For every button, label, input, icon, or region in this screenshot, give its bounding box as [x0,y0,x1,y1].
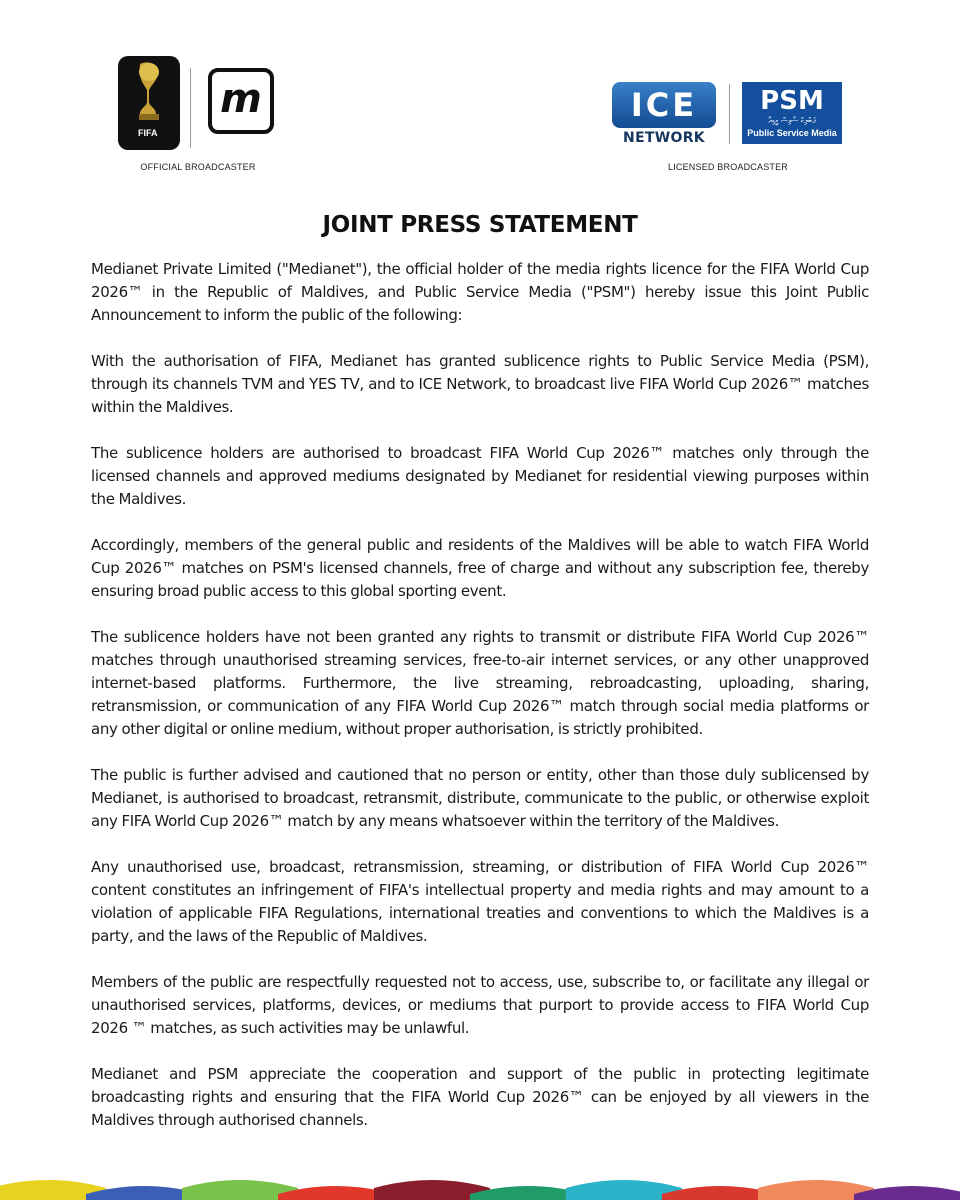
paragraph-intro: Medianet Private Limited ("Medianet"), the official holder of the media rights licence for the FIFA World Cup 2026™ in the Republic of Maldives, and Public Service Media ("PSM") hereby issue this Joint Public Announcement to inform the public of the following: [91,260,869,324]
ice-network-logo [612,82,716,128]
paragraph-licensed-channels: The sublicence holders are authorised to broadcast FIFA World Cup 2026™ matches only through the licensed channels and approved mediums designated by Medianet for residential viewing purposes within the Maldives. [91,444,869,508]
psm-subtitle: Public Service Media [747,128,837,138]
psm-dhivehi-text: ޕަބްލިކް ސާވިސް މީޑިއާ [768,116,816,125]
ice-logo-text: ICE [630,86,698,124]
footer-color-band [0,1168,960,1200]
statement-body [91,258,869,1155]
fifa-logo-text: FIFA [138,128,158,138]
paragraph-sublicence-grant: With the authorisation of FIFA, Medianet has granted sublicence rights to Public Service Media (PSM), through its channels TVM and YES TV, and to ICE Network, to broadcast live FIFA World Cup 2026™ matches within the Maldives. [91,352,869,416]
licensed-broadcaster-caption: LICENSED BROADCASTER [667,162,789,172]
ice-psm-logo [612,80,844,150]
paragraph-streaming-prohibited: The sublicence holders have not been granted any rights to transmit or distribute FIFA World Cup 2026™ matches through unauthorised streaming services, free-to-air internet services, or any other unapproved internet-based platforms. Furthermore, the live streaming, rebroadcasting, uploading, sharing, retransmission, or communication of any FIFA World Cup 2026™ match through social media platforms or any other digital or online medium, without proper authorisation, is strictly prohibited. [91,628,869,738]
document-title: JOINT PRESS STATEMENT [322,212,638,238]
paragraph-appreciation: Medianet and PSM appreciate the cooperation and support of the public in protecting legitimate broadcasting rights and ensuring that the FIFA World Cup 2026™ can be enjoyed by all viewers in the Maldives through authorised channels. [91,1065,869,1129]
logo-divider-right [729,84,730,144]
paragraph-infringement: Any unauthorised use, broadcast, retransmission, streaming, or distribution of FIFA World Cup 2026™ content constitutes an infringement of FIFA's intellectual property and media rights and may amount to a violation of applicable FIFA Regulations, international treaties and conventions to which the Maldives is a party, and the laws of the Republic of Maldives. [91,858,869,945]
psm-logo [742,82,842,144]
paragraph-caution: The public is further advised and cautioned that no person or entity, other than those duly sublicensed by Medianet, is authorised to broadcast, retransmit, distribute, communicate to the public, or otherwise exploit any FIFA World Cup 2026™ match by any means whatsoever within the territory of the Maldives. [91,766,869,830]
paragraph-request: Members of the public are respectfully requested not to access, use, subscribe to, or facilitate any illegal or unauthorised services, platforms, devices, or mediums that purport to provide access to FIFA World Cup 2026 ™ matches, as such activities may be unlawful. [91,973,869,1037]
paragraph-free-access: Accordingly, members of the general public and residents of the Maldives will be able to watch FIFA World Cup 2026™ matches on PSM's licensed channels, free of charge and without any subscription fee, thereby ensuring broad public access to this global sporting event. [91,536,869,600]
logo-divider [190,68,191,148]
medianet-logo [208,68,274,134]
fifa-medianet-logo [118,56,280,156]
psm-logo-text: PSM [760,86,824,116]
ice-network-label: NETWORK [623,130,705,146]
official-broadcaster-caption: OFFICIAL BROADCASTER [140,162,256,172]
medianet-m-letter: m [220,76,262,122]
